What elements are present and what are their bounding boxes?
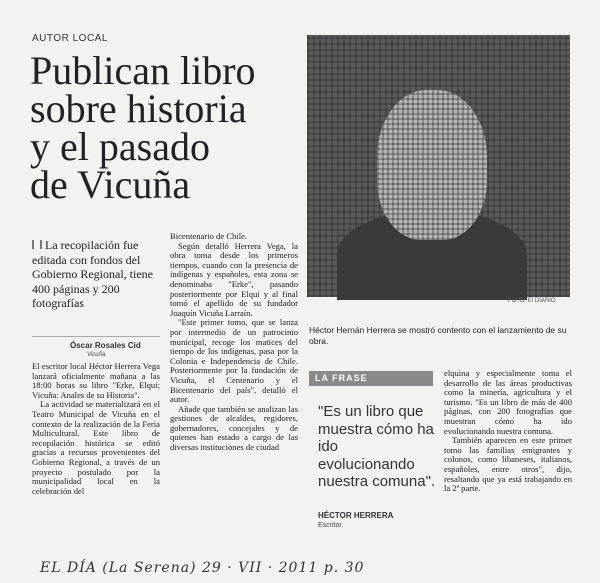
- photo-credit: FOTO: El DIARIO: [508, 298, 556, 304]
- paragraph: "Este primer tomo, que se lanza por intermedio de un patrocinio municipal, recoge los matices del tiempo de los indígenas, pasa por la Colonia e Independencia de Chile. Posteriormente por la fundación de Vicuña, el Centenario y el Bicentenario del país", detalló el autor.: [170, 317, 298, 405]
- article-column-4: [444, 369, 572, 494]
- paragraph: Añade que también se analizan las gestiones de alcaldes, regidores, gobernadores, concejales y de quienes han estado a cargo de las diversas instituciones de ciudad: [170, 403, 298, 453]
- author-photo: [307, 35, 570, 297]
- article-column-1: [32, 362, 160, 496]
- headline-line: de Vicuña: [30, 162, 191, 207]
- paragraph: Según detalló Herrera Vega, la obra toma desde los primeros tiempos, cuando con la presencia de indígenas y españoles, esta zona se denominaba "Erke", pasando posteriormente por Elqui y al final tomó el apellido de su fundador Joaquín Vicuña Larraín.: [170, 240, 298, 318]
- headline-line: sobre historia: [30, 86, 247, 131]
- quote-author-role: Escritor.: [318, 522, 344, 529]
- deck: [32, 238, 160, 311]
- article-column-2: [170, 232, 298, 453]
- quote-author: HÉCTOR HERRERA: [318, 511, 394, 520]
- photo-figure-face: [377, 90, 487, 240]
- paragraph: Bicentenario de Chile.: [170, 231, 248, 241]
- paragraph: La actividad se materializará en el Teatro Municipal de Vicuña en el contexto de la realización de la Feria Multicultural. Este libro de recopilación histórica se editó gracias a recursos provenientes del Gobierno Regional, a través de un proyecto postulado por la municipalidad local en la celebración del: [32, 399, 160, 496]
- byline: Óscar Rosales Cid: [70, 341, 141, 350]
- dateline: Vicuña: [87, 352, 106, 358]
- section-label: AUTOR LOCAL: [32, 33, 108, 44]
- deck-marker-icon: [32, 240, 42, 249]
- headline: [30, 48, 295, 207]
- deck-text: La recopilación fue editada con fondos del Gobierno Regional, tiene 400 páginas y 200 fotografías: [32, 238, 153, 310]
- handwritten-source-note: EL DÍA (La Serena) 29 · VII · 2011 p. 30: [40, 560, 365, 576]
- paragraph: elquina y especialmente toma el desarrollo de las áreas productivas como la minería, agricultura y el turismo. "Es un libro de más de 400 páginas, con 200 fotografías que muestran cómo ha ido evolucionando nuestra comuna.: [444, 368, 572, 436]
- headline-line: y el pasado: [30, 124, 210, 169]
- divider: [32, 336, 160, 337]
- quote-box-label: LA FRASE: [309, 371, 433, 386]
- paragraph: También aparecen en este primer tomo las familias emigrantes y colonos, como libaneses, italianos, españoles, entre otros", dijo, resaltando que ya está trabajando en la 2ª parte.: [444, 435, 572, 494]
- paragraph: El escritor local Héctor Herrera Vega lanzará oficialmente mañana a las 18:00 horas su libro "Erke, Elqui; Vicuña: Anales de su Historia".: [32, 361, 160, 400]
- photo-caption: Héctor Hernán Herrera se mostró contento con el lanzamiento de su obra.: [309, 325, 567, 346]
- pull-quote: "Es un libro que muestra cómo ha ido evolucionando nuestra comuna".: [318, 403, 436, 490]
- headline-line: Publican libro: [30, 48, 256, 93]
